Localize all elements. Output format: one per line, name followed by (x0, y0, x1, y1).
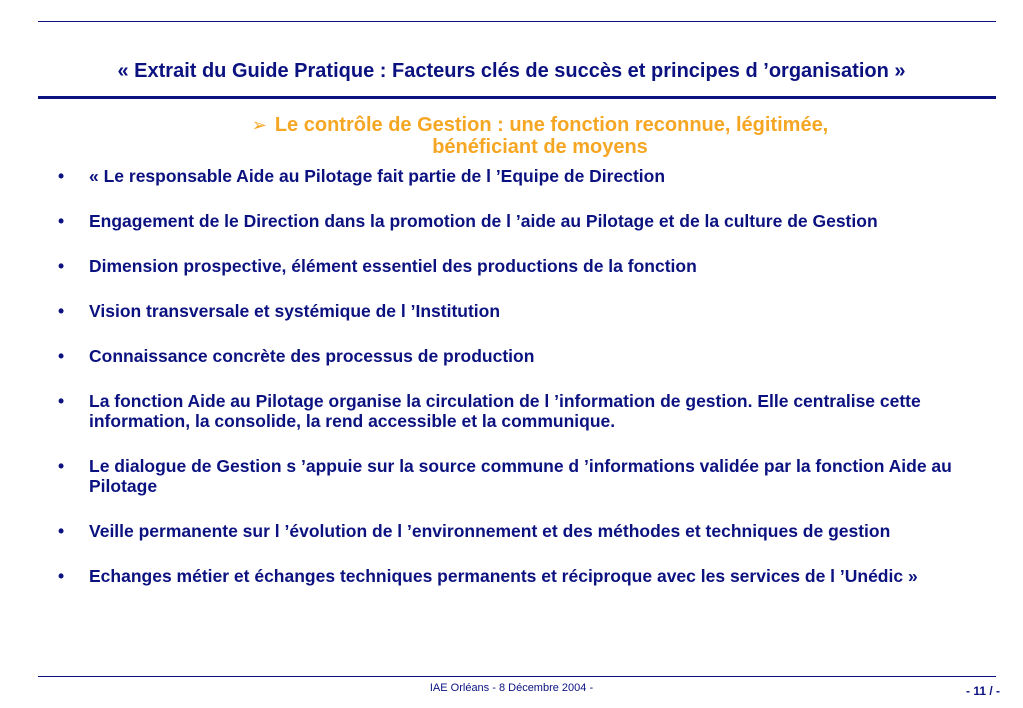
list-item-text: Vision transversale et systémique de l ’Institution (89, 301, 501, 321)
bullet-dot-icon: • (58, 211, 65, 231)
bullet-dot-icon: • (58, 521, 65, 541)
list-item (58, 166, 968, 186)
arrow-bullet-icon: ➢ (251, 115, 267, 135)
list-item-text: Dimension prospective, élément essentiel des productions de la fonction (89, 256, 697, 276)
bullet-dot-icon: • (58, 346, 65, 366)
list-item-text: Connaissance concrète des processus de production (89, 346, 535, 366)
list-item (58, 211, 968, 231)
list-item-text: Engagement de le Direction dans la promotion de l ’aide au Pilotage et de la culture de Gestion (89, 211, 878, 231)
subtitle-line-1: Le contrôle de Gestion : une fonction reconnue, légitimée, (274, 114, 829, 136)
list-item-text: Le dialogue de Gestion s ’appuie sur la source commune d ’informations validée par la fonction Aide au Pilotage (89, 456, 952, 496)
bullet-dot-icon: • (58, 456, 65, 476)
list-item (58, 456, 968, 496)
footer-divider (38, 676, 996, 677)
subtitle-line-2: bénéficiant de moyens (432, 136, 648, 158)
list-item (58, 566, 968, 586)
list-item (58, 346, 968, 366)
bullet-dot-icon: • (58, 256, 65, 276)
top-divider (38, 21, 996, 22)
slide-subtitle (190, 114, 890, 158)
list-item-text: Veille permanente sur l ’évolution de l ’environnement et des méthodes et techniques de gestion (89, 521, 891, 541)
list-item-text: La fonction Aide au Pilotage organise la circulation de l ’information de gestion. Elle centralise cette information, la consolide, la rend accessible et la communique. (89, 391, 921, 431)
bullet-dot-icon: • (58, 166, 65, 186)
page-number: - 11 / - (965, 684, 1000, 698)
bullet-list (58, 166, 968, 586)
title-underline (38, 96, 996, 99)
bullet-dot-icon: • (58, 391, 65, 411)
list-item (58, 256, 968, 276)
list-item-text: Echanges métier et échanges techniques permanents et réciproque avec les services de l ’Unédic » (89, 566, 918, 586)
list-item (58, 391, 968, 431)
list-item (58, 521, 968, 541)
slide-title: « Extrait du Guide Pratique : Facteurs clés de succès et principes d ’organisation » (117, 60, 906, 82)
list-item (58, 301, 968, 321)
bullet-dot-icon: • (58, 301, 65, 321)
bullet-dot-icon: • (58, 566, 65, 586)
list-item-text: « Le responsable Aide au Pilotage fait partie de l ’Equipe de Direction (89, 166, 666, 186)
footer-text: IAE Orléans - 8 Décembre 2004 - (429, 682, 594, 694)
